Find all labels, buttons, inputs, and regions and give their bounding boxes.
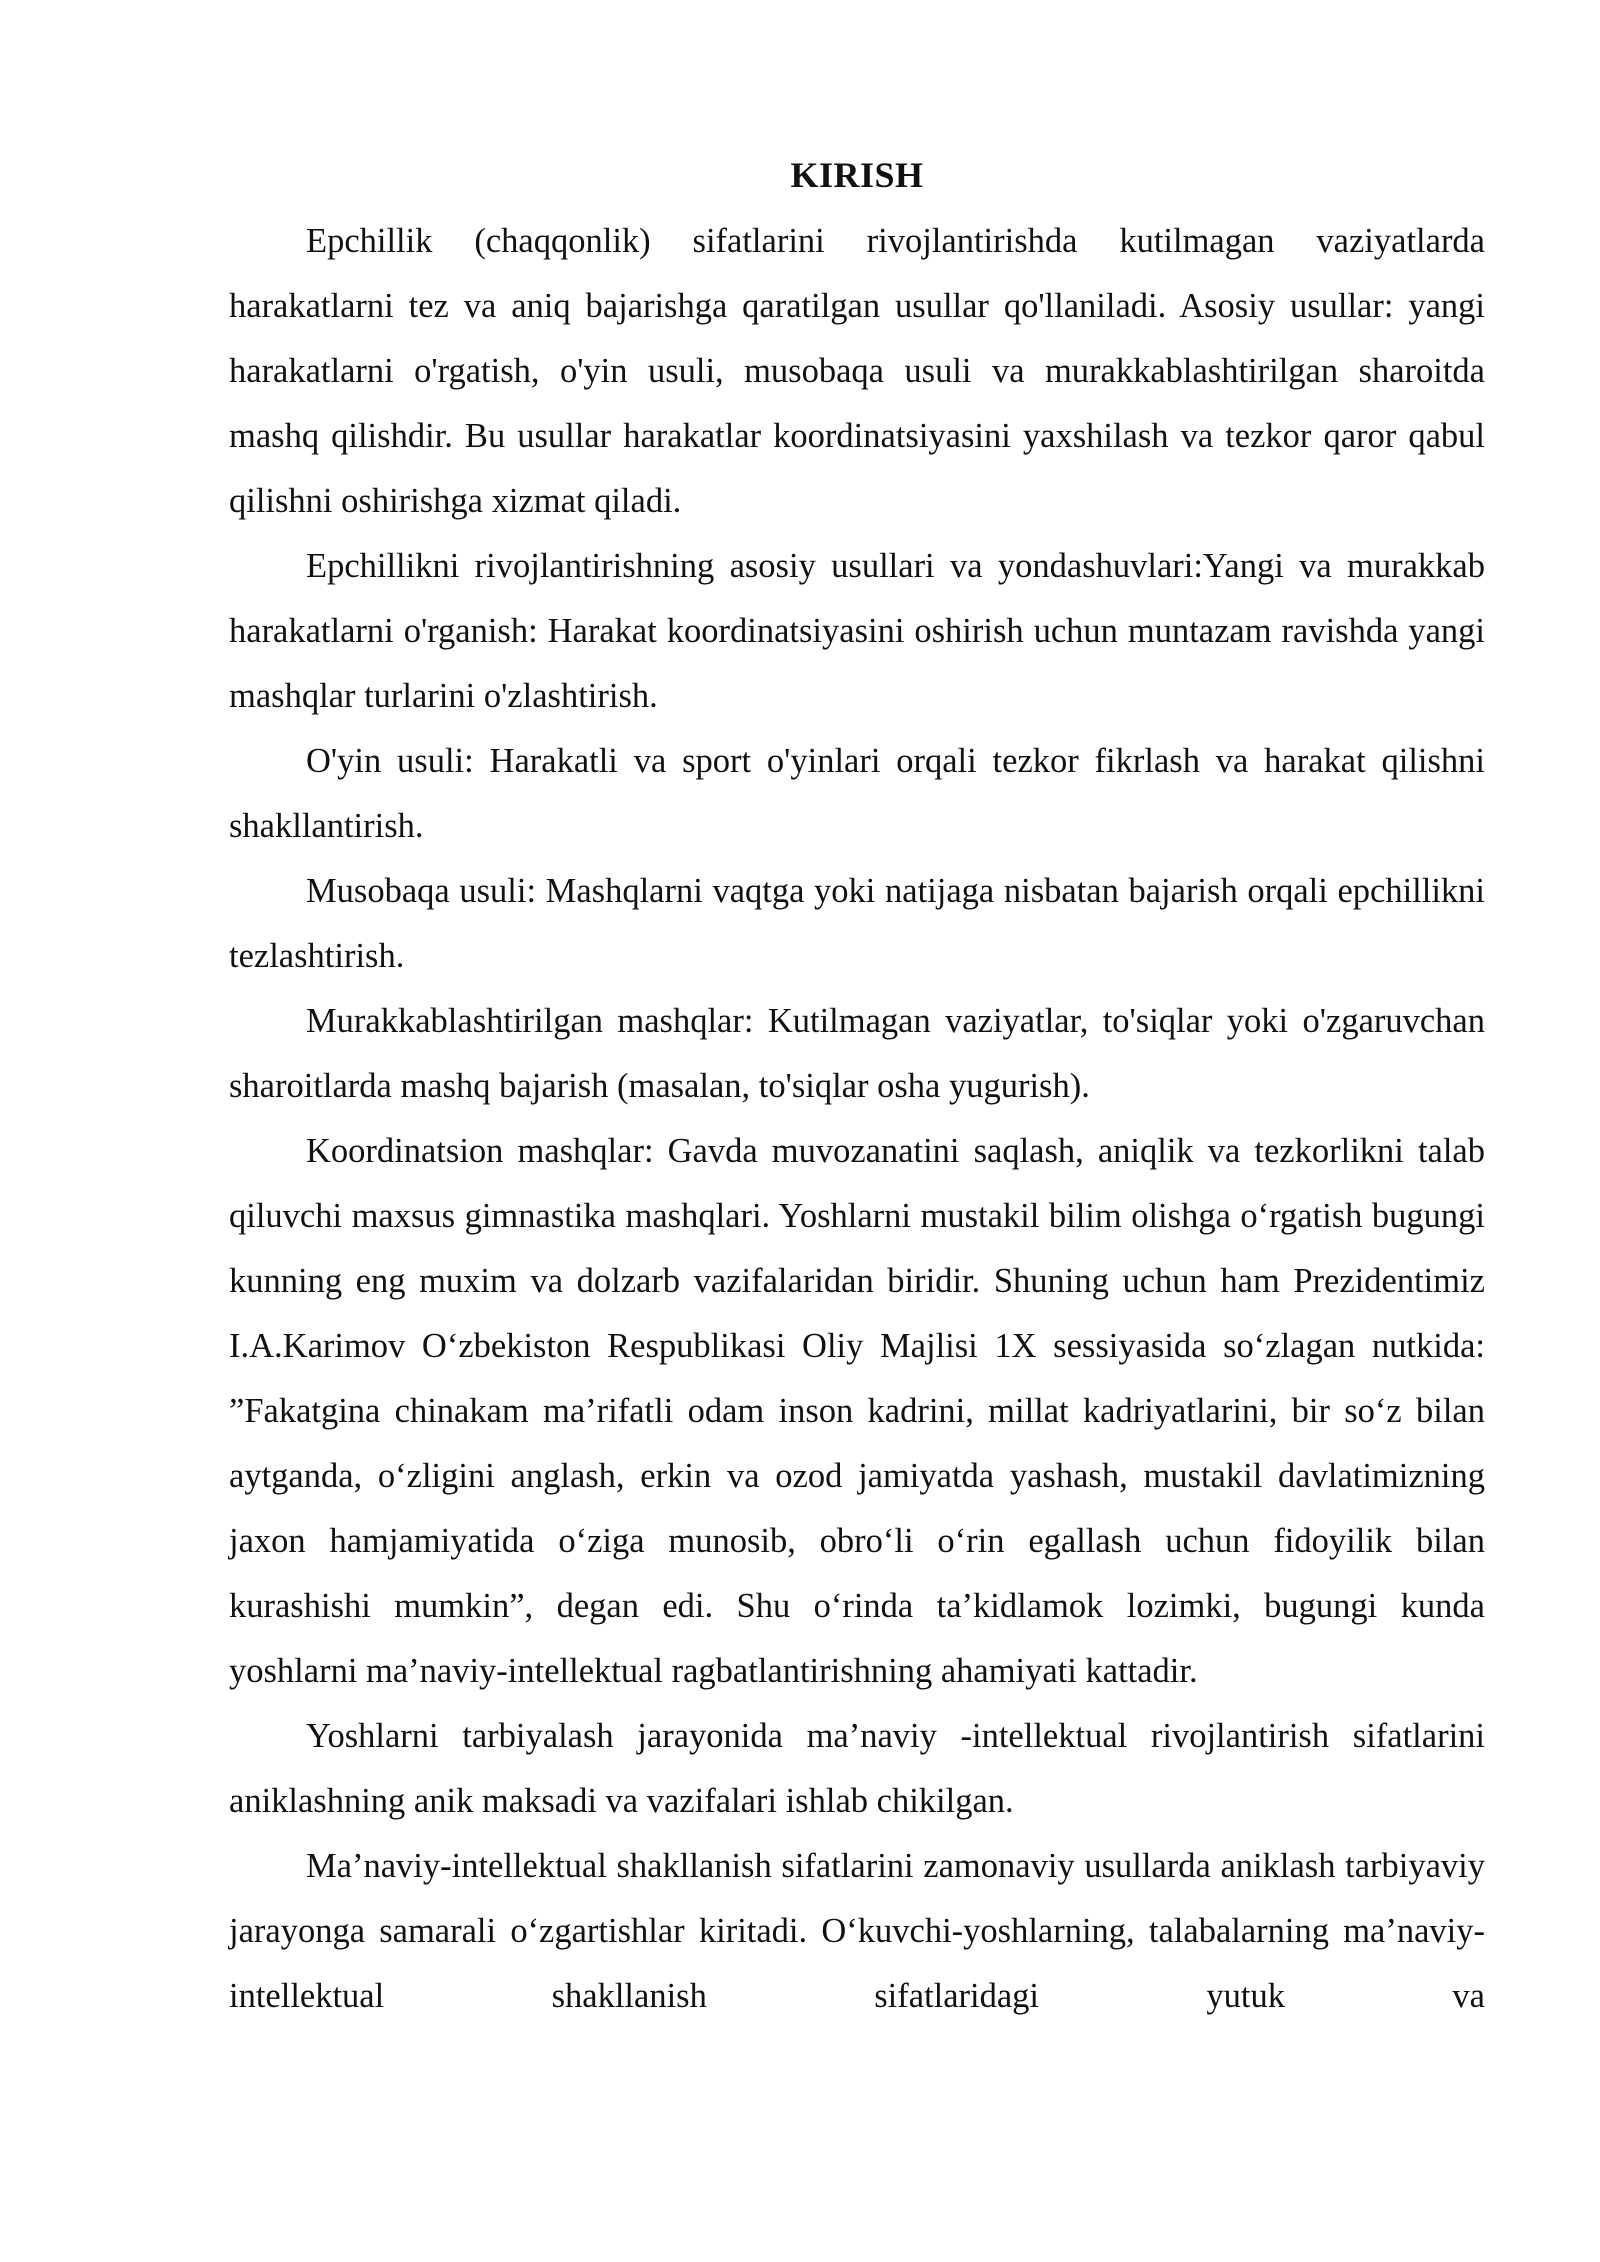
paragraph-coordination-exercises: Koordinatsion mashqlar: Gavda muvozanatini saqlash, aniqlik va tezkorlikni talab qiluvchi maxsus gimnastika mashqlari. Yoshlarni mustakil bilim olishga o‘rgatish bugungi kunning eng muxim va dolzarb vazifalaridan biridir. Shuning uchun ham Prezidentimiz I.A.Karimov O‘zbekiston Respublikasi Oliy Majlisi 1X sessiyasida so‘zlagan nutkida: ”Fakatgina chinakam ma’rifatli odam inson kadrini, millat kadriyatlarini, bir so‘z bilan aytganda, o‘zligini anglash, erkin va ozod jamiyatda yashash, mustakil davlatimizning jaxon hamjamiyatida o‘ziga munosib, obro‘li o‘rin egallash uchun fidoyilik bilan kurashishi mumkin”, degan edi. Shu o‘rinda ta’kidlamok lozimki, bugungi kunda yoshlarni ma’naviy-intellektual ragbatlantirishning ahamiyati kattadir.: [229, 1132, 1485, 1690]
paragraph-epchillik-intro: Epchillik (chaqqonlik) sifatlarini rivojlantirishda kutilmagan vaziyatlarda harakatlarni tez va aniq bajarishga qaratilgan usullar qo'llaniladi. Asosiy usullar: yangi harakatlarni o'rgatish, o'yin usuli, musobaqa usuli va murakkablashtirilgan sharoitda mashq qilishdir. Bu usullar harakatlar koordinatsiyasini yaxshilash va tezkor qaror qabul qilishni oshirishga xizmat qiladi.: [229, 222, 1485, 520]
paragraph-main-methods: Epchillikni rivojlantirishning asosiy usullari va yondashuvlari:Yangi va murakkab harakatlarni o'rganish: Harakat koordinatsiyasini oshirish uchun muntazam ravishda yangi mashqlar turlarini o'zlashtirish.: [229, 547, 1485, 715]
paragraph-complex-exercises: Murakkablashtirilgan mashqlar: Kutilmagan vaziyatlar, to'siqlar yoki o'zgaruvchan sharoitlarda mashq bajarish (masalan, to'siqlar osha yugurish).: [229, 1002, 1485, 1105]
paragraph-spiritual-intellectual: Ma’naviy-intellektual shakllanish sifatlarini zamonaviy usullarda aniklash tarbiyaviy jarayonga samarali o‘zgartishlar kiritadi. O‘kuvchi-yoshlarning, talabalarning ma’naviy-intellektual shakllanish sifatlaridagi yutuk va: [229, 1847, 1485, 2015]
paragraph-game-method: O'yin usuli: Harakatli va sport o'yinlari orqali tezkor fikrlash va harakat qilishni shakllantirish.: [229, 742, 1485, 845]
paragraph-competition-method: Musobaqa usuli: Mashqlarni vaqtga yoki natijaga nisbatan bajarish orqali epchillikni tezlashtirish.: [229, 872, 1485, 975]
document-body: [229, 145, 1485, 2029]
paragraph-youth-upbringing: Yoshlarni tarbiyalash jarayonida ma’naviy -intellektual rivojlantirish sifatlarini aniklashning anik maksadi va vazifalari ishlab chikilgan.: [229, 1717, 1485, 1820]
page-title: KIRISH: [790, 155, 924, 195]
